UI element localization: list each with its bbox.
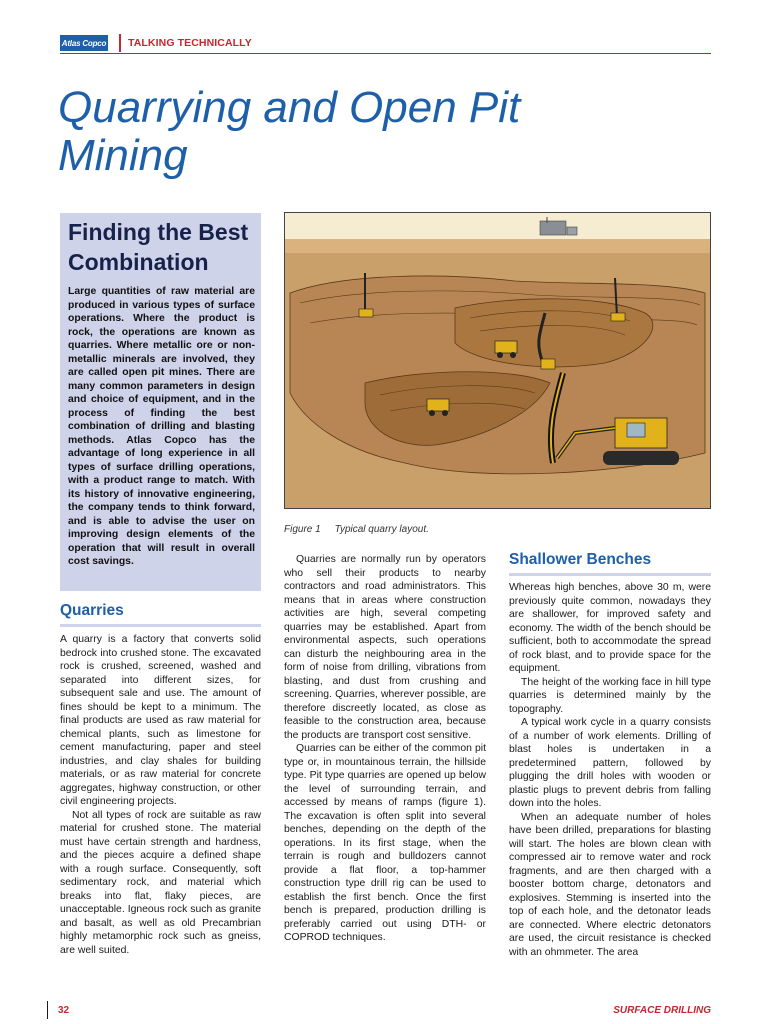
middle-column-text [284, 553, 486, 945]
footer-divider [47, 1001, 48, 1019]
lead-box [60, 213, 261, 591]
paragraph: Not all types of rock are suitable as raw material for crushed stone. The material must have certain strength and hardness, and the pieces acquire a defined shape with a rough surface. Consequently, soft sedimentary rock, and material which breaks into flat, flaky pieces, are unacceptable. Igneous rock such as granite and basalt, as well as old Precambrian highly metamorphic rock such as gneiss, are well suited. [60, 809, 261, 956]
page-number: 32 [58, 1005, 70, 1016]
paragraph: When an adequate number of holes have been drilled, preparations for blasting will start. The holes are blown clean with compressed air to remove water and rock fragments, and are then charged with a booster bottom charge, detonators and explosives. Stemming is inserted into the top of each hole, and the detonator leads are connected. Where electric detonators are used, the circuit resistance is checked with an ohmmeter. The area [509, 811, 711, 958]
section-label: TALKING TECHNICALLY [128, 37, 252, 49]
atlas-copco-logo: Atlas Copco [60, 35, 108, 51]
quarries-heading: Quarries [60, 602, 124, 619]
quarries-rule [60, 624, 261, 627]
paragraph: Quarries are normally run by operators who sell their products to nearby contractors and road administrators. This means that in areas where construction activities are high, several competing quarries may be established. Apart from environmental aspects, such operations can disturb the neighbouring area in the form of noise from drilling, vibrations from blasting, and dust from crushing and screening. Quarries, wherever possible, are therefore discreetly located, as close as feasible to the construction area, because the products are transport cost sensitive. [284, 554, 486, 741]
paragraph: The height of the working face in hill type quarries is determined mainly by the topography. [509, 676, 711, 715]
shallower-rule [509, 573, 711, 576]
shallower-benches-heading: Shallower Benches [509, 551, 652, 568]
shallower-text [509, 581, 711, 959]
paragraph: Whereas high benches, above 30 m, were previously quite common, nowadays they are shallower, for improved safety and economy. The width of the bench should be sufficient, both to accommodate the spread of rock blast, and to provide space for the equipment. [509, 582, 711, 674]
quarry-illustration [285, 213, 710, 508]
header-rule [60, 53, 711, 54]
header-divider [119, 34, 121, 52]
publication-name: SURFACE DRILLING [613, 1005, 711, 1016]
paragraph: Quarries can be either of the common pit type or, in mountainous terrain, the hillside type. Pit type quarries are opened up below the level of surrounding terrain, and accessed by means of ramps (figure 1). The excavation is often split into several benches, depending on the depth of the operations. In its first stage, when the terrain is rough and bulldozers cannot provide a flat floor, a top-hammer construction type drill rig can be used to establish the first bench. Once the first bench is prepared, production drilling is preferably carried out using DTH- or COPROD techniques. [284, 743, 486, 943]
quarries-text [60, 633, 261, 957]
figure-caption: Figure 1 Typical quarry layout. [284, 524, 429, 535]
lead-heading: Finding the Best Combination [68, 219, 249, 275]
lead-body: Large quantities of raw material are produced in various types of surface operations. Where the product is rock, the operations are known as quarries. Where metallic ore or non-metallic minerals are involved, they are called open pit mines. There are many common parameters in design and choice of equipment, and in the process of finding the best combination of drilling and blasting methods. Atlas Copco has the advantage of long experience in all types of surface drilling operations, with a product range to match. With its history of innovative engineering, the company tends to think forward, and is able to advise the user on improving design elements of the operation that will result in overall cost savings. [68, 286, 255, 567]
page-title: Quarrying and Open Pit Mining [58, 83, 521, 180]
paragraph: A quarry is a factory that converts solid bedrock into crushed stone. The excavated rock is crushed, screened, washed and separated into different sizes, for subsequent sale and use. The amount of fines should be kept to a minimum. The final products are used as raw material for chemical plants, such as limestone for cement manufacturing, paper and steel industries, and clay shales for building materials, or as raw material for concrete aggregates, highway construction, or other civil engineering projects. [60, 634, 261, 807]
paragraph: A typical work cycle in a quarry consists of a number of work elements. Drilling of blast holes is undertaken in a predetermined pattern, followed by plugging the drill holes with wooden or plastic plugs to prevent debris from falling down into the holes. [509, 717, 711, 809]
quarry-layout-figure [284, 212, 711, 509]
